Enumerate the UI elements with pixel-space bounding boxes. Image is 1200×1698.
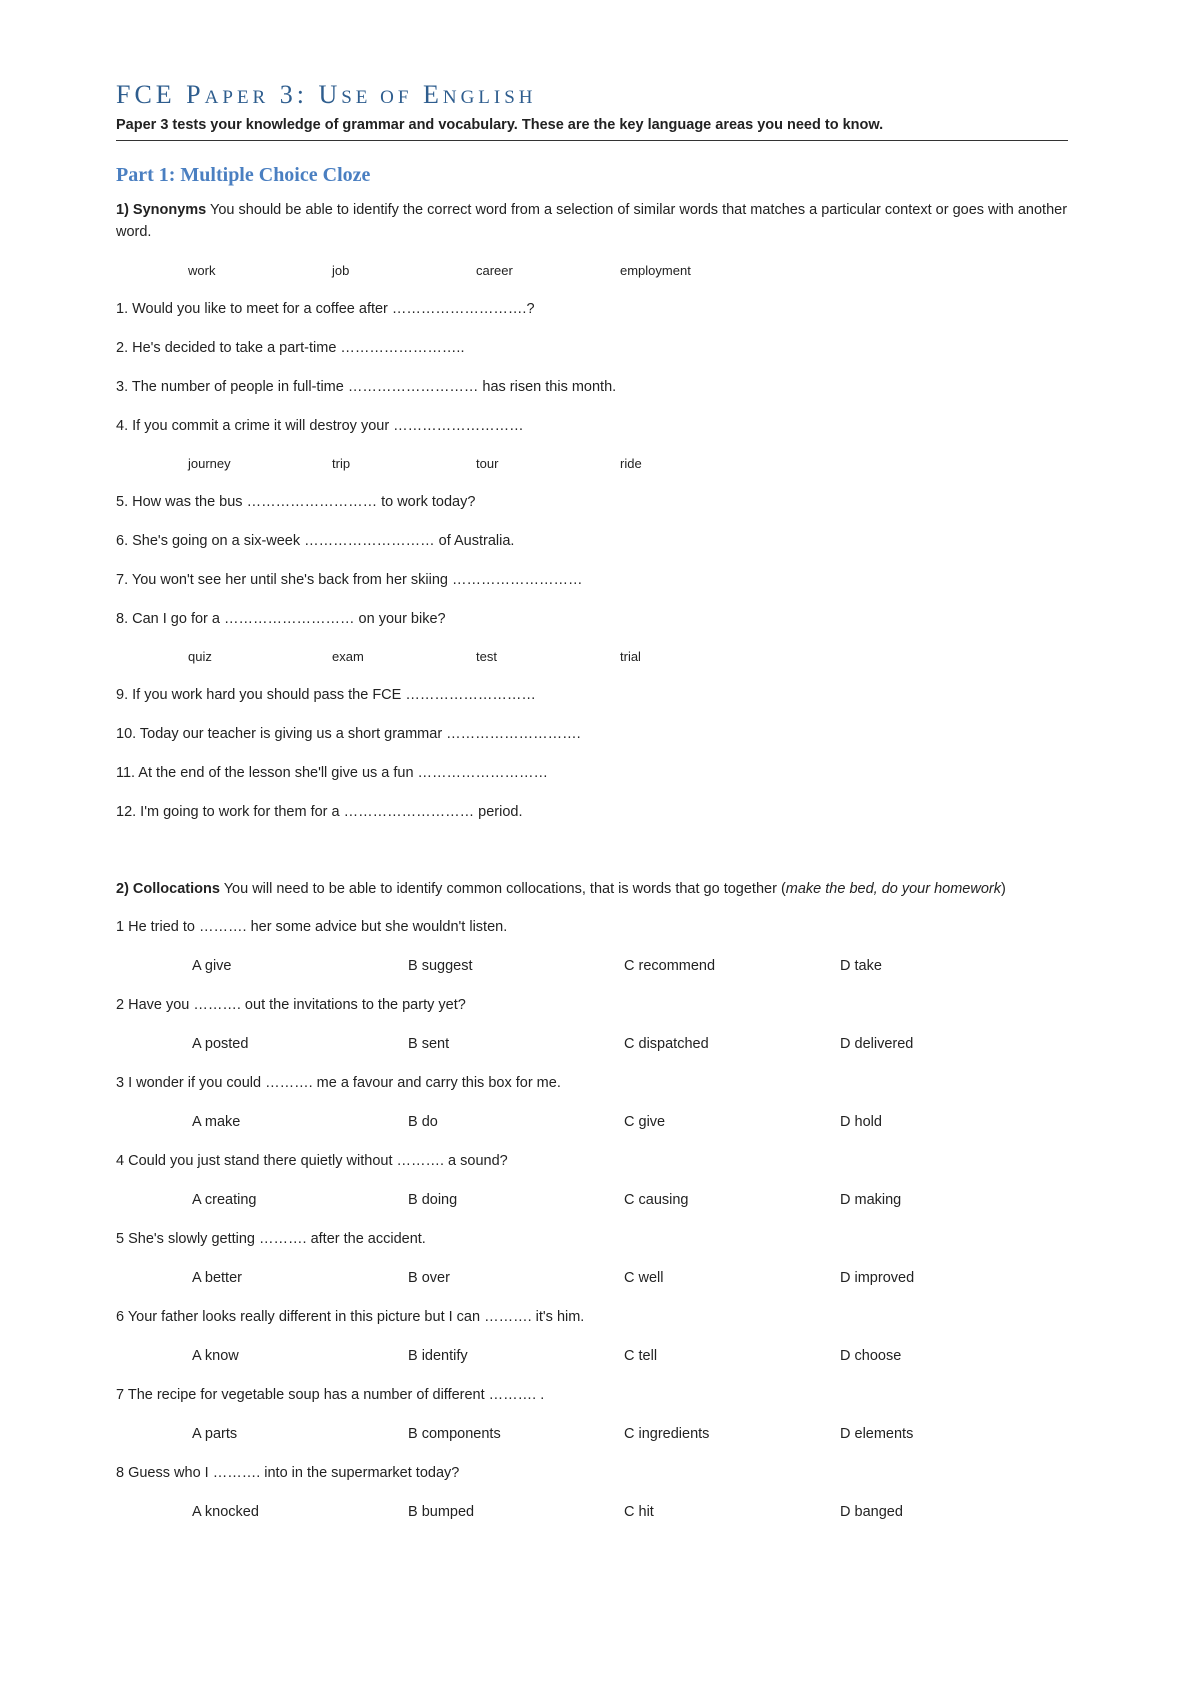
question-item: 6 Your father looks really different in this picture but I can ………. it's him.	[116, 1309, 585, 1325]
answer-option: B suggest	[408, 958, 473, 974]
choice-word: trial	[620, 648, 641, 664]
synonyms-intro: 1) Synonyms You should be able to identify the correct word from a selection of similar words that matches a particular context or goes with another word.	[116, 202, 1068, 240]
answer-option: D hold	[840, 1114, 882, 1130]
question-item: 9. If you work hard you should pass the FCE ………………………	[116, 687, 536, 703]
answer-option: A better	[192, 1270, 242, 1286]
question-item: 8. Can I go for a ……………………… on your bike?	[116, 611, 446, 627]
answer-options	[116, 1190, 1068, 1210]
choice-word: tour	[476, 455, 499, 471]
answer-option: C tell	[624, 1348, 658, 1364]
question-item: 7 The recipe for vegetable soup has a number of different ………. .	[116, 1387, 545, 1403]
answer-option: A posted	[192, 1036, 249, 1052]
answer-option: A give	[192, 958, 232, 974]
answer-option: A knocked	[192, 1504, 259, 1520]
question-item: 11. At the end of the lesson she'll give us a fun ………………………	[116, 765, 549, 781]
question-item: 6. She's going on a six-week ……………………… of Australia.	[116, 533, 515, 549]
answer-option: A creating	[192, 1192, 257, 1208]
answer-option: D banged	[840, 1504, 903, 1520]
synonym-groups	[116, 243, 1068, 822]
choice-word: test	[476, 648, 497, 664]
question-item: 3. The number of people in full-time ……………………… has risen this month.	[116, 379, 617, 395]
choice-word: employment	[620, 262, 691, 278]
word-choices	[116, 260, 1068, 280]
question-item: 5. How was the bus ……………………… to work today?	[116, 494, 476, 510]
question-item: 4 Could you just stand there quietly without ………. a sound?	[116, 1153, 508, 1169]
answer-options	[116, 1034, 1068, 1054]
answer-option: B over	[408, 1270, 450, 1286]
answer-option: C give	[624, 1114, 666, 1130]
answer-option: C causing	[624, 1192, 689, 1208]
answer-option: C hit	[624, 1504, 654, 1520]
choice-word: career	[476, 262, 513, 278]
word-choices	[116, 646, 1068, 666]
answer-options	[116, 1268, 1068, 1288]
answer-options	[116, 956, 1068, 976]
part-heading: Part 1: Multiple Choice Cloze	[116, 164, 371, 186]
question-item: 3 I wonder if you could ………. me a favour and carry this box for me.	[116, 1075, 561, 1091]
answer-option: D making	[840, 1192, 902, 1208]
choice-word: quiz	[188, 648, 212, 664]
answer-option: C well	[624, 1270, 664, 1286]
question-item: 2 Have you ………. out the invitations to the party yet?	[116, 997, 466, 1013]
answer-option: D take	[840, 958, 882, 974]
divider	[116, 140, 1068, 141]
question-item: 2. He's decided to take a part-time ……………………..	[116, 340, 465, 356]
answer-option: C ingredients	[624, 1426, 710, 1442]
question-item: 8 Guess who I ………. into in the supermarket today?	[116, 1465, 460, 1481]
answer-option: D choose	[840, 1348, 902, 1364]
answer-option: B doing	[408, 1192, 458, 1208]
answer-option: D elements	[840, 1426, 914, 1442]
answer-option: C dispatched	[624, 1036, 709, 1052]
word-choices	[116, 453, 1068, 473]
question-item: 7. You won't see her until she's back from her skiing ………………………	[116, 572, 583, 588]
answer-options	[116, 1502, 1068, 1522]
answer-option: A make	[192, 1114, 241, 1130]
choice-word: journey	[188, 455, 231, 471]
page-subtitle: Paper 3 tests your knowledge of grammar and vocabulary. These are the key language areas you need to know.	[116, 117, 884, 133]
collocations-intro: 2) Collocations You will need to be able to identify common collocations, that is words that go together (make the bed, do your homework)	[116, 881, 1006, 897]
answer-option: B identify	[408, 1348, 468, 1364]
question-item: 10. Today our teacher is giving us a short grammar ……………………….	[116, 726, 581, 742]
choice-word: exam	[332, 648, 364, 664]
answer-options	[116, 1346, 1068, 1366]
collocation-questions	[116, 900, 1068, 1522]
choice-word: job	[332, 262, 350, 278]
question-item: 4. If you commit a crime it will destroy your ………………………	[116, 418, 524, 434]
choice-word: work	[188, 262, 216, 278]
answer-options	[116, 1424, 1068, 1444]
page-title: FCE PAPER 3: USE OF ENGLISH	[116, 80, 537, 109]
answer-option: D delivered	[840, 1036, 914, 1052]
answer-option: B components	[408, 1426, 501, 1442]
answer-option: C recommend	[624, 958, 716, 974]
answer-options	[116, 1112, 1068, 1132]
answer-option: B bumped	[408, 1504, 475, 1520]
answer-option: A parts	[192, 1426, 238, 1442]
choice-word: ride	[620, 455, 642, 471]
answer-option: B do	[408, 1114, 438, 1130]
choice-word: trip	[332, 455, 351, 471]
question-item: 1 He tried to ………. her some advice but she wouldn't listen.	[116, 919, 508, 935]
answer-option: A know	[192, 1348, 239, 1364]
answer-option: B sent	[408, 1036, 450, 1052]
answer-option: D improved	[840, 1270, 915, 1286]
document-page	[116, 80, 1068, 1522]
question-item: 1. Would you like to meet for a coffee after ……………………….?	[116, 301, 535, 317]
question-item: 12. I'm going to work for them for a ……………………… period.	[116, 804, 523, 820]
question-item: 5 She's slowly getting ………. after the accident.	[116, 1231, 426, 1247]
